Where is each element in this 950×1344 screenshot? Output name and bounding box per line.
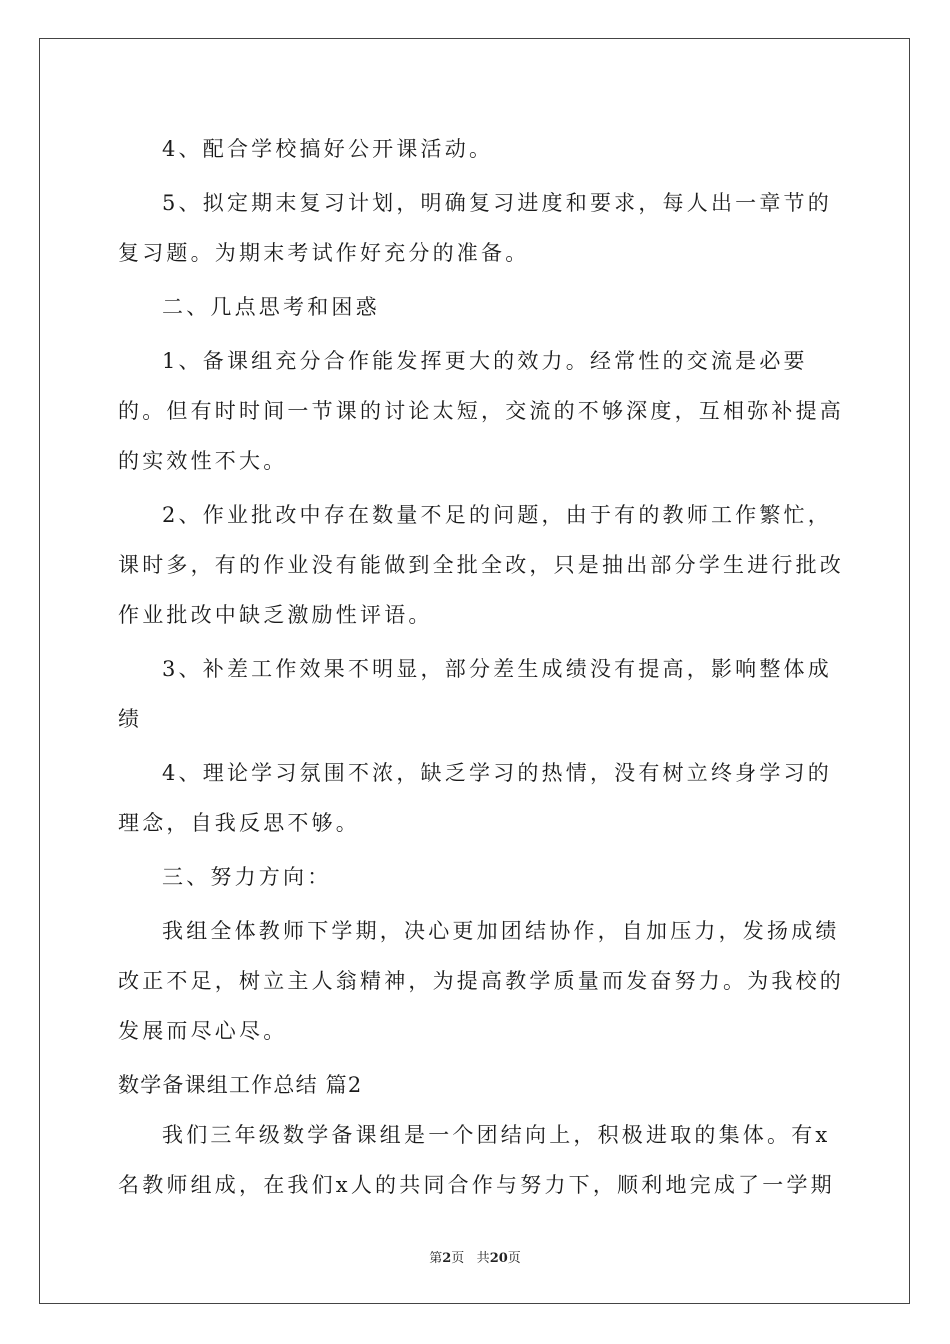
page-footer [0, 1247, 950, 1266]
paragraph: 3、补差工作效果不明显，部分差生成绩没有提高，影响整体成绩 [118, 657, 832, 731]
section-heading: 三、努力方向： [162, 865, 332, 889]
section-heading: 二、几点思考和困惑 [162, 295, 380, 319]
article-title: 数学备课组工作总结 篇2 [118, 1073, 363, 1097]
paragraph: 4、理论学习氛围不浓，缺乏学习的热情，没有树立终身学习的理念，自我反思不够。 [118, 761, 832, 835]
page-prefix: 第 [429, 1251, 443, 1266]
paragraph: 5、拟定期末复习计划，明确复习进度和要求，每人出一章节的复习题。为期末考试作好充分的准备。 [118, 191, 832, 265]
paragraph: 4、配合学校搞好公开课活动。 [162, 137, 494, 161]
page-suffix: 页 [451, 1251, 465, 1266]
paragraph: 我们三年级数学备课组是一个团结向上，积极进取的集体。有x名教师组成，在我们x人的共同合作与努力下，顺利地完成了一学期 [118, 1123, 835, 1197]
total-suffix: 页 [507, 1251, 521, 1266]
paragraph: 我组全体教师下学期，决心更加团结协作，自加压力，发扬成绩改正不足，树立主人翁精神，为提高教学质量而发奋努力。为我校的发展而尽心尽。 [118, 919, 844, 1043]
total-pages: 20 [489, 1251, 508, 1266]
total-prefix: 共 [476, 1251, 490, 1266]
paragraph: 1、备课组充分合作能发挥更大的效力。经常性的交流是必要的。但有时时间一节课的讨论太短，交流的不够深度，互相弥补提高的实效性不大。 [118, 349, 844, 473]
page-number: 2 [442, 1251, 452, 1266]
paragraph: 2、作业批改中存在数量不足的问题，由于有的教师工作繁忙，课时多，有的作业没有能做到全批全改，只是抽出部分学生进行批改作业批改中缺乏激励性评语。 [118, 503, 844, 627]
document-body [118, 124, 848, 1214]
